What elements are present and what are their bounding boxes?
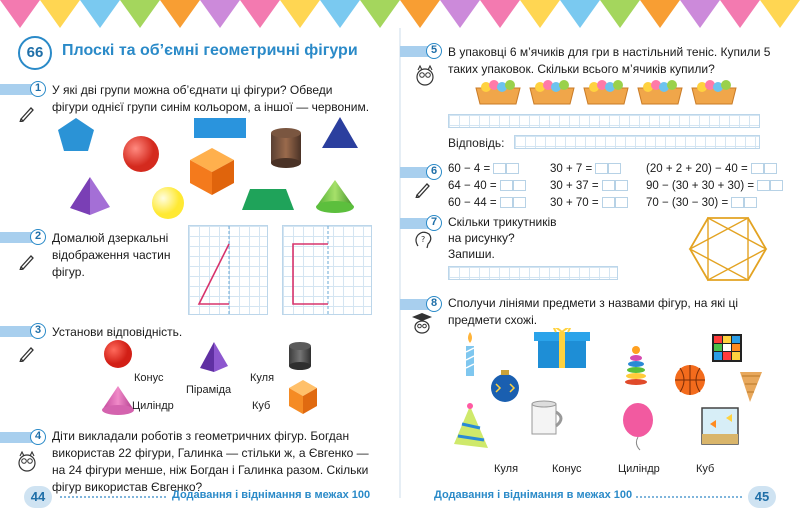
footer-dots (60, 496, 166, 498)
ball-package (530, 80, 574, 104)
task7-line-1: Скільки трикутників (448, 215, 557, 229)
mirror-grid-2 (282, 225, 372, 315)
task-tag (0, 432, 34, 443)
answer-cell[interactable] (513, 197, 526, 208)
task-tag (0, 84, 34, 95)
cube-shape (289, 380, 317, 414)
answer-grid[interactable] (448, 266, 618, 280)
ball-package (584, 80, 628, 104)
task7-line-2: на рисунку? (448, 231, 515, 245)
task-number: 2 (30, 229, 46, 245)
objects-group (450, 328, 770, 453)
lesson-number: 66 (18, 36, 52, 70)
cone-shape (102, 386, 134, 415)
page-number: 44 (24, 486, 52, 508)
ball-packages (474, 78, 744, 108)
task7-line-3: Запиши. (448, 247, 495, 261)
expression: (20 + 2 + 20) − 40 = (646, 163, 777, 175)
cylinder-shape (271, 128, 301, 168)
pyramid-shape (200, 342, 228, 372)
red-sphere (123, 136, 159, 172)
expression: 70 − (30 − 30) = (646, 197, 757, 209)
task2-text: Домалюй дзеркальні відображення частин фігур. (52, 231, 171, 279)
expression: 30 + 37 = (550, 180, 628, 192)
answer-cell[interactable] (757, 180, 770, 191)
candle-object (466, 332, 474, 376)
task3-text: Установи відповідність. (52, 325, 183, 339)
task-number: 1 (30, 81, 46, 97)
answer-cell[interactable] (770, 180, 783, 191)
expression: 60 − 4 = (448, 163, 519, 175)
answer-cell[interactable] (602, 180, 615, 191)
task-number: 6 (426, 164, 442, 180)
task-tag (0, 326, 34, 337)
basketball-object (675, 365, 705, 395)
task8-text: Сполучи лініями предмети з назвами фігур, на які ці предмети схожі. (448, 296, 739, 327)
task-number: 7 (426, 215, 442, 231)
label-sphere: Куля (494, 463, 519, 475)
pencil-icon (18, 104, 36, 122)
answer-label: Відповідь: (448, 136, 505, 150)
thinking-head-icon (412, 230, 434, 250)
footer-section-title: Додавання і віднімання в межах 100 (434, 489, 633, 501)
half-triangle (189, 226, 269, 316)
task-tag (0, 232, 34, 243)
label-pyramid: Піраміда (186, 384, 232, 396)
answer-cell[interactable] (751, 163, 764, 174)
purple-pyramid (70, 177, 110, 215)
expression: 64 − 40 = (448, 180, 526, 192)
answer-cell[interactable] (764, 163, 777, 174)
answer-cell[interactable] (615, 180, 628, 191)
triangles-figure (688, 214, 768, 284)
expression: 30 + 70 = (550, 197, 628, 209)
dark-triangle (322, 117, 358, 148)
task4-text: Діти викладали роботів з геометричних фігур. Богдан використав 22 фігури, Галинка — стільки ж, а Євгенко — на 24 фігури менше, ніж Богдан і Галинка разом. Скільки фігур використав Євгенко? (52, 429, 369, 494)
page-number: 45 (748, 486, 776, 508)
matching-shapes (96, 338, 326, 420)
balloon-object (623, 403, 653, 450)
label-cylinder: Циліндр (618, 463, 660, 475)
expression: 60 − 44 = (448, 197, 526, 209)
task1-text: У які дві групи можна об’єднати ці фігури? Обведи фігури однієї групи синім кольором, а іншої — червоним. (52, 83, 370, 114)
half-rectangle (283, 226, 373, 316)
answer-cell[interactable] (615, 197, 628, 208)
label-cone: Конус (552, 463, 582, 475)
ring-pyramid-toy (625, 346, 647, 385)
ball-package (692, 80, 736, 104)
answer-cell[interactable] (731, 197, 744, 208)
answer-cell[interactable] (595, 163, 608, 174)
task-number: 3 (30, 323, 46, 339)
green-cone (316, 180, 354, 213)
solution-grid[interactable] (448, 114, 760, 128)
answer-cell[interactable] (602, 197, 615, 208)
answer-cell[interactable] (493, 163, 506, 174)
shapes-group (50, 115, 370, 220)
owl-icon (414, 64, 436, 86)
task-number: 5 (426, 43, 442, 59)
answer-cell[interactable] (500, 180, 513, 191)
label-sphere: Куля (250, 372, 275, 384)
mug-object (532, 401, 561, 434)
label-cone: Конус (134, 372, 164, 384)
task-number: 4 (30, 429, 46, 445)
ball-package (638, 80, 682, 104)
answer-cell[interactable] (744, 197, 757, 208)
owl-graduate-icon (410, 312, 434, 334)
party-hat-object (454, 403, 488, 448)
answer-cell[interactable] (608, 163, 621, 174)
aquarium-object (702, 408, 738, 444)
label-cube: Куб (696, 463, 715, 475)
yellow-circle (152, 187, 184, 219)
orange-cube (190, 148, 234, 195)
gift-box-object (534, 328, 590, 368)
task5-text: В упаковці 6 м’ячиків для гри в настільний теніс. Купили 5 таких упаковок. Скільки всього м’ячиків купили? (448, 45, 771, 76)
right-page (400, 0, 800, 520)
green-trapezoid (242, 189, 294, 210)
ball-package (476, 80, 520, 104)
cylinder-shape (289, 342, 311, 370)
christmas-ornament (491, 370, 519, 402)
footer-section-title: Додавання і віднімання в межах 100 (172, 489, 371, 501)
answer-grid[interactable] (514, 135, 760, 149)
ice-cream-cone (740, 372, 762, 402)
sphere-shape (104, 340, 132, 368)
owl-icon (16, 450, 38, 472)
rubiks-cube-object (712, 334, 742, 362)
expression: 90 − (30 + 30 + 30) = (646, 180, 783, 192)
answer-cell[interactable] (513, 180, 526, 191)
pencil-icon (414, 180, 432, 198)
answer-cell[interactable] (500, 197, 513, 208)
answer-cell[interactable] (506, 163, 519, 174)
pencil-icon (18, 252, 36, 270)
expression: 30 + 7 = (550, 163, 621, 175)
pentagon-shape (58, 118, 94, 151)
pencil-icon (18, 344, 36, 362)
label-cube: Куб (252, 400, 271, 412)
label-cylinder: Циліндр (132, 400, 174, 412)
blue-rectangle (194, 118, 246, 138)
svg-text:?: ? (421, 235, 426, 244)
lesson-title: Плоскі та об’ємні геометричні фігури (62, 42, 358, 59)
mirror-grid-1 (188, 225, 268, 315)
footer-dots (636, 496, 742, 498)
task-number: 8 (426, 296, 442, 312)
